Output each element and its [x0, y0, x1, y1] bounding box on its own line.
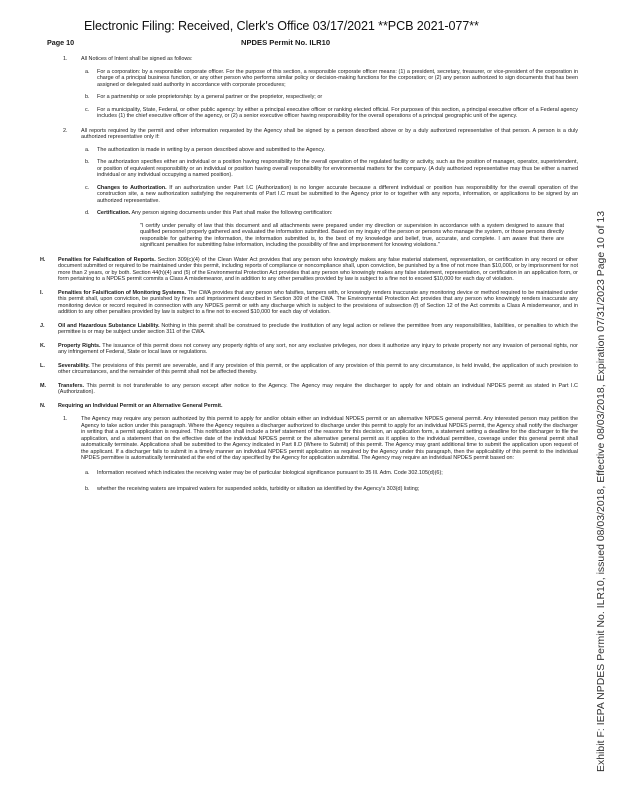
section-text: Nothing in this permit shall be construed to preclude the institution of any legal action or relieve the permittee from any responsibilities, liabilities, or penalties to which the permittee is or may be subject under section 311 of the CWA.: [58, 322, 578, 335]
section-mark: L.: [40, 362, 45, 369]
list-item: [40, 69, 578, 89]
item-mark: b.: [85, 94, 90, 100]
section-heading: Penalties for Falsification of Reports.: [58, 256, 156, 263]
item-text: For a corporation: by a responsible corporate officer. For the purpose of this section, a responsible corporate officer means: (1) a president, secretary, treasurer, or vice-president of the corporation in charge of a principal business function, or any other person who performs similar policy or decision-making functions for the corporation; or (2) any person authorized to sign documents that has been assigned or delegated said authority in accordance with corporate procedures;: [97, 68, 578, 88]
section-heading: Requiring an Individual Permit or an Alternative General Permit.: [58, 402, 223, 409]
list-item: [40, 147, 578, 154]
exhibit-page-prefix: Page: [596, 248, 607, 277]
section-h: [40, 257, 578, 283]
section-mark: J.: [40, 322, 45, 329]
list-item: [40, 470, 578, 477]
list-item: [40, 159, 578, 179]
section-mark: M.: [40, 382, 47, 389]
list-item: [40, 210, 578, 217]
item-label: Certification.: [97, 210, 131, 216]
exhibit-page-number: 10: [596, 237, 607, 249]
list-item: [40, 486, 578, 493]
item-mark: c.: [85, 106, 90, 113]
item-text: The Agency may require any person authorized by this permit to apply for and/or obtain either an individual NPDES permit or an alternative NPDES general permit. Any interested person may petition the Agency to take action under this paragraph. Where the Agency requires a discharger authorized to discharge under this permit to apply for an individual NPDES permit, the Agency shall notify the discharger in writing that a permit application is required. This notification shall include a brief statement of the reasons for this decision, an application form, a statement setting a deadline for the discharger to file the application, and a statement that on the effective date of the individual NPDES permit or the alternative general permit as it applies to the individual permittee, coverage under this general permit shall automatically terminate. Applications shall be submitted to the Agency indicated in Part II.D (Where to Submit) of this permit. The Agency may grant additional time to submit the application upon request of the applicant. If a discharger fails to submit in a timely manner an individual NPDES permit application as required by the Agency under this paragraph, then the applicability of this permit to the individual NPDES permittee is automatically terminated at the end of the day specified by the Agency for application submittal. The Agency may require an individual NPDES permit based on:: [81, 416, 578, 461]
section-text: Section 309(c)(4) of the Clean Water Act provides that any person who knowingly makes any false material statement, representation, or certification in any record or other document submitted or required to be maintained under this permit, including reports of compliance or noncompliance shall, upon conviction, be punished by a fine of not more than $10,000, or by imprisonment for not more than 2 years, or by both. Section 44(h)(4) and (5) of the Environmental Protection Act provides that any person who knowingly makes any false statement, representation, or certification in an application form, or form pertaining to a NPDES permit commits a Class A misdemeanor, and in addition to any other penalties provided by law is subject to a fine not to exceed $10,000 for each day of violation.: [58, 256, 578, 282]
item-text: Information received which indicates the receiving water may be of particular biological significance pursuant to 35 Ill. Adm. Code 302.105(d)(6);: [97, 469, 443, 476]
individual-permit-section: [40, 416, 578, 462]
item-text: Any person signing documents under this Part shall make the following certification:: [130, 210, 333, 216]
item-text: All Notices of Intent shall be signed as follows:: [81, 56, 193, 62]
section-k: [40, 343, 578, 356]
item-text: For a municipality, State, Federal, or other public agency: by either a principal executive officer or ranking elected official. For purposes of this section, a principal executive officer of a Federal agency includes (1) the chief executive officer of the agency, or (2) a senior executive officer having responsibility for the overall operations of a principal geographic unit of the agency.: [97, 106, 578, 119]
permit-title: NPDES Permit No. ILR10: [241, 38, 331, 47]
exhibit-sidebar: [596, 211, 607, 772]
section-text: This permit is not transferable to any person except after notice to the Agency. The Agency may require the discharger to apply for and obtain an individual NPDES permit as stated in Part I.C (Authorization).: [58, 382, 578, 395]
item-mark: c.: [85, 184, 90, 191]
item-mark: a.: [85, 68, 90, 75]
section-heading: Penalties for Falsification of Monitoring Systems.: [58, 289, 187, 296]
section-mark: N.: [40, 402, 46, 409]
item-text: The authorization specifies either an individual or a position having responsibility for the overall operation of the regulated facility or activity, such as the position of manager, operator, superintendent, or position of equivalent responsibility or an individual or position having overall responsibility for environmental matters for the company. (A duly authorized representative may thus be either a named individual or any individual occupying a named position).: [97, 159, 578, 178]
document-body: [40, 56, 578, 499]
certification-quote: "I certify under penalty of law that this document and all attachments were prepared under my direction or supervision in accordance with a system designed to assure that qualified personnel properly gathered and evaluated the information submitted. Based on my inquiry of the person or persons who manage the system, or those persons directly responsible for gathering the information, the information submitted is, to the best of my knowledge and belief, true, accurate, and complete. I am aware that there are significant penalties for submitting false information, including the possibility of fine and imprisonment for knowing violations.": [140, 222, 564, 248]
item-number: 2.: [63, 127, 68, 134]
section-heading: Property Rights.: [58, 342, 101, 349]
section-m: [40, 383, 578, 396]
list-item: [40, 94, 578, 101]
item-mark: b.: [85, 486, 90, 492]
page-label: Page 10: [47, 38, 75, 47]
item-mark: b.: [85, 159, 90, 165]
item-text: The authorization is made in writing by a person described above and submitted to the Agency.: [97, 146, 326, 153]
section-heading: Transfers.: [58, 382, 84, 389]
item-label: Changes to Authorization.: [97, 184, 167, 191]
section-i: [40, 290, 578, 316]
section-text: The issuance of this permit does not convey any property rights of any sort, nor any exclusive privileges, nor does it authorize any injury to private property nor any invasion of personal rights, nor any infringement of Federal, State or local laws or regulations.: [58, 342, 578, 355]
section-l: [40, 363, 578, 376]
section-heading: Oil and Hazardous Substance Liability.: [58, 322, 160, 329]
exhibit-page-suffix: of 13: [596, 210, 607, 238]
list-item: [40, 185, 578, 205]
item-mark: a.: [85, 469, 90, 476]
filing-stamp: Electronic Filing: Received, Clerk's Office 03/17/2021 **PCB 2021-077**: [84, 19, 479, 33]
section-text: The CWA provides that any person who falsifies, tampers with, or knowingly renders inaccurate any monitoring device or method required to be maintained under this permit shall, upon conviction, be punished by fines and imprisonment described in Section 309 of the CWA. The Environmental Protection Act provides that any person who knowingly renders inaccurate any monitoring device or record required in connection with any NPDES permit or with any discharge which is subject to the provisions of subsection (f) of Section 12 of the Act commits a Class A misdemeanor, and in addition to any other penalties provided by law is subject to a fine not to exceed $10,000 for each day of violation.: [58, 289, 578, 315]
section-n: [40, 403, 578, 410]
item-number: 1.: [63, 416, 68, 422]
item-mark: d.: [85, 210, 90, 216]
item-text: whether the receiving waters are impaired waters for suspended solids, turbidity or siltation as identified by the Agency's 303(d) listing;: [97, 486, 420, 492]
item-mark: a.: [85, 146, 90, 153]
section-j: [40, 323, 578, 336]
reports-section: [40, 128, 578, 141]
item-text: If an authorization under Part I.C (Authorization) is no longer accurate because a different individual or position has responsibility for the overall operation of the construction site, a new authorization satisfying the requirements of Part I.C must be submitted to the Agency prior to or together with any reports, information, or applications to be signed by an authorized representative.: [97, 184, 578, 204]
section-mark: K.: [40, 342, 46, 349]
item-text: For a partnership or sole proprietorship: by a general partner or the proprietor, respectively; or: [97, 94, 323, 100]
exhibit-label: Exhibit F: IEPA NPDES Permit No. ILR10, issued 08/03/2018, Effective 08/03/2018, Expiration 07/31/2023: [596, 279, 607, 772]
section-text: The provisions of this permit are severable, and if any provision of this permit, or the application of any provision of this permit to any circumstance, is held invalid, the application of such provision to other circumstances, and the remainder of this permit shall not be affected thereby.: [58, 362, 578, 375]
section-mark: I.: [40, 289, 44, 296]
item-text: All reports required by the permit and other information requested by the Agency shall be signed by a person described above or by a duly authorized representative of that person. A person is a duly authorized representative only if:: [81, 127, 578, 140]
section-heading: Severability.: [58, 362, 90, 369]
list-item: [40, 107, 578, 120]
signatory-section: [40, 56, 578, 63]
item-number: 1.: [63, 56, 68, 62]
section-mark: H.: [40, 256, 46, 263]
